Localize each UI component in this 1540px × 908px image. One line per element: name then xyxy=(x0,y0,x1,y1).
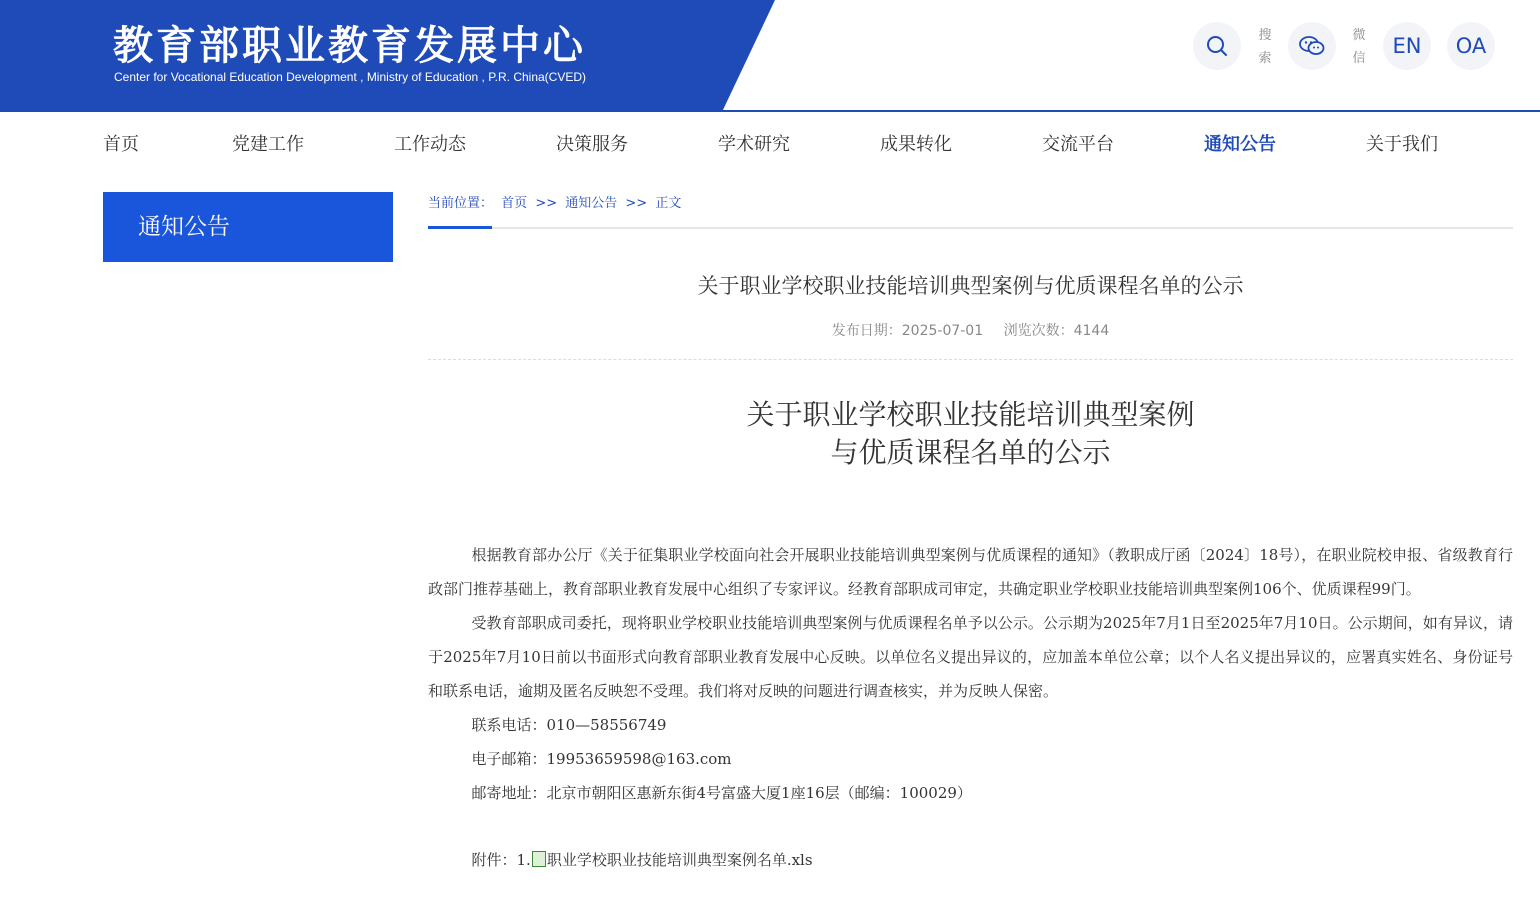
oa-button[interactable]: OA xyxy=(1447,22,1495,70)
nav-item-news[interactable]: 工作动态 xyxy=(394,134,466,155)
breadcrumb-current[interactable]: 正文 xyxy=(655,196,682,211)
site-subtitle: Center for Vocational Education Development , Ministry of Education , P.R. China(CVED) xyxy=(114,70,587,84)
spacer xyxy=(428,810,1513,843)
search-icon xyxy=(1205,34,1229,58)
wechat-icon xyxy=(1298,34,1326,58)
attachment-prefix: 附件：1. xyxy=(471,851,531,869)
breadcrumb-notices[interactable]: 通知公告 xyxy=(565,196,618,211)
excel-file-icon xyxy=(532,851,546,867)
wechat-label: 微信 xyxy=(1352,28,1366,66)
publish-date: 发布日期：2025-07-01 xyxy=(831,323,984,339)
site-title[interactable]: 教育部职业教育发展中心 xyxy=(113,23,586,69)
nav-item-about[interactable]: 关于我们 xyxy=(1366,134,1438,155)
nav-item-research[interactable]: 学术研究 xyxy=(718,134,790,155)
body-paragraph: 受教育部职成司委托，现将职业学校职业技能培训典型案例与优质课程名单予以公示。公示期为2025年7月1日至2025年7月10日。公示期间，如有异议，请于2025年7月10日前以书面形式向教育部职业教育发展中心反映。以单位名义提出异议的，应加盖本单位公章；以个人名义提出异议的，应署真实姓名、身份证号和联系电话，逾期及匿名反映恕不受理。我们将对反映的问题进行调查核实，并为反映人保密。 xyxy=(428,614,1513,700)
article-meta xyxy=(428,320,1513,340)
breadcrumb-home[interactable]: 首页 xyxy=(501,196,528,211)
sidebar-title: 通知公告 xyxy=(103,192,393,262)
attachment-link[interactable]: 职业学校职业技能培训典型案例名单.xls xyxy=(546,851,813,869)
nav-item-exchange[interactable]: 交流平台 xyxy=(1042,134,1114,155)
body-paragraph: 根据教育部办公厅《关于征集职业学校面向社会开展职业技能培训典型案例与优质课程的通知》（教职成厅函〔2024〕18号），在职业院校申报、省级教育行政部门推荐基础上，教育部职业教育发展中心组织了专家评议。经教育部职成司审定，共确定职业学校职业技能培训典型案例106个、优质课程99门。 xyxy=(428,546,1513,598)
breadcrumb-prefix: 当前位置： xyxy=(428,196,494,211)
nav-item-party[interactable]: 党建工作 xyxy=(232,134,304,155)
wechat-button[interactable] xyxy=(1288,22,1336,70)
document-title xyxy=(428,396,1513,472)
contact-email: 电子邮箱：19953659598@163.com xyxy=(471,750,732,768)
attachment-line xyxy=(428,843,1513,877)
nav-item-home[interactable]: 首页 xyxy=(103,134,139,155)
nav-item-results[interactable]: 成果转化 xyxy=(880,134,952,155)
contact-phone: 联系电话：010—58556749 xyxy=(471,716,667,734)
mailing-address: 邮寄地址：北京市朝阳区惠新东街4号富盛大厦1座16层（邮编：100029） xyxy=(471,784,972,802)
english-button[interactable]: EN xyxy=(1383,22,1431,70)
breadcrumb-separator: >> xyxy=(535,196,558,211)
search-button[interactable] xyxy=(1193,22,1241,70)
main-nav xyxy=(0,112,1540,174)
breadcrumb-separator: >> xyxy=(625,196,648,211)
document-title-line1: 关于职业学校职业技能培训典型案例 xyxy=(746,398,1195,431)
view-count: 浏览次数：4144 xyxy=(1003,323,1110,339)
breadcrumb xyxy=(428,192,685,211)
search-label: 搜索 xyxy=(1258,28,1272,66)
document-title-line2: 与优质课程名单的公示 xyxy=(830,436,1111,469)
article-divider xyxy=(428,359,1513,360)
article-title: 关于职业学校职业技能培训典型案例与优质课程名单的公示 xyxy=(697,274,1244,298)
breadcrumb-accent xyxy=(428,226,492,229)
breadcrumb-divider xyxy=(428,227,1513,229)
site-header xyxy=(0,0,1540,112)
nav-item-decision[interactable]: 决策服务 xyxy=(556,134,628,155)
nav-item-notices[interactable]: 通知公告 xyxy=(1204,134,1276,155)
article-body xyxy=(428,538,1513,877)
